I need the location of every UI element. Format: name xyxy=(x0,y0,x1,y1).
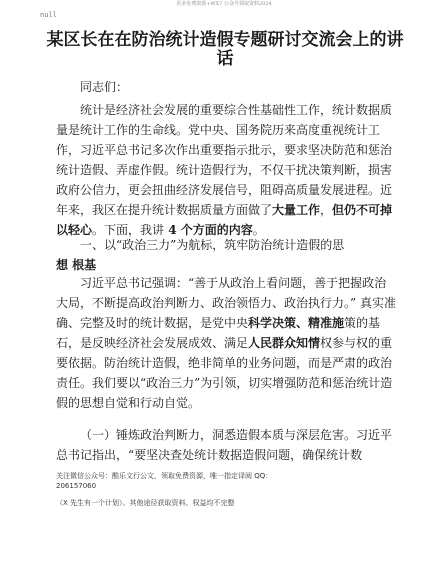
paragraph-subsection-1: （一）锤炼政治判断力，洞悉造假本质与深层危害。习近平总书记指出，“要坚决查处统计数据造假问题，确保统计数 xyxy=(56,428,393,462)
footer-note-line-1: 关注微信公众号：酷乐文行公文，领取免费资源，唯一指定译阅 QQ： xyxy=(56,472,273,480)
paragraph-section-1: 习近平总书记强调：“善于从政治上看问题，善于把握政治大局，不断提高政治判断力、政治领悟力、政治执行力。” 真实准确、完整及时的统计数据，是党中央科学决策、精准施策的基石，是反映经济社会发展成效、满足人民群众知情权参与权的重要依据。防治统计造假，绝非简单的业务问题，而是严肃的政治责任。我们要以“政治三力”为引领，切实增强防范和惩治统计造假的思想自觉和行动自觉。 xyxy=(56,276,396,410)
document-title: 某区长在在防治统计造假专题研讨交流会上的讲话 xyxy=(46,30,404,69)
greeting: 同志们： xyxy=(80,80,129,94)
footer-note-line-3: （X 先生有一个计划）。其他途径获取资料、权益均不完整 xyxy=(56,499,235,507)
page-header-text: 更多免费资源+WX7 公众号领取资料2024 xyxy=(176,1,272,7)
null-label: null xyxy=(40,11,57,19)
section-heading-1: 一、以“政治三力”为航标，筑牢防治统计造假的思 想 根基 xyxy=(56,238,345,272)
paragraph-intro: 统计是经济社会发展的重要综合性基础性工作，统计数据质量是统计工作的生命线。党中央、国务院历来高度重视统计工作，习近平总书记多次作出重要指示批示，要求坚决防范和惩治统计造假、弄虚作假。统计造假行为，不仅干扰决策判断，损害政府公信力，更会扭曲经济发展信号，阻碍高质量发展进程。近年来，我区在提升统计数据质量方面做了大量工作，但仍不可掉以轻心。下面，我讲 4 个方面的内容。 xyxy=(56,103,393,237)
footer-note-line-2: 206157060 xyxy=(56,482,97,490)
